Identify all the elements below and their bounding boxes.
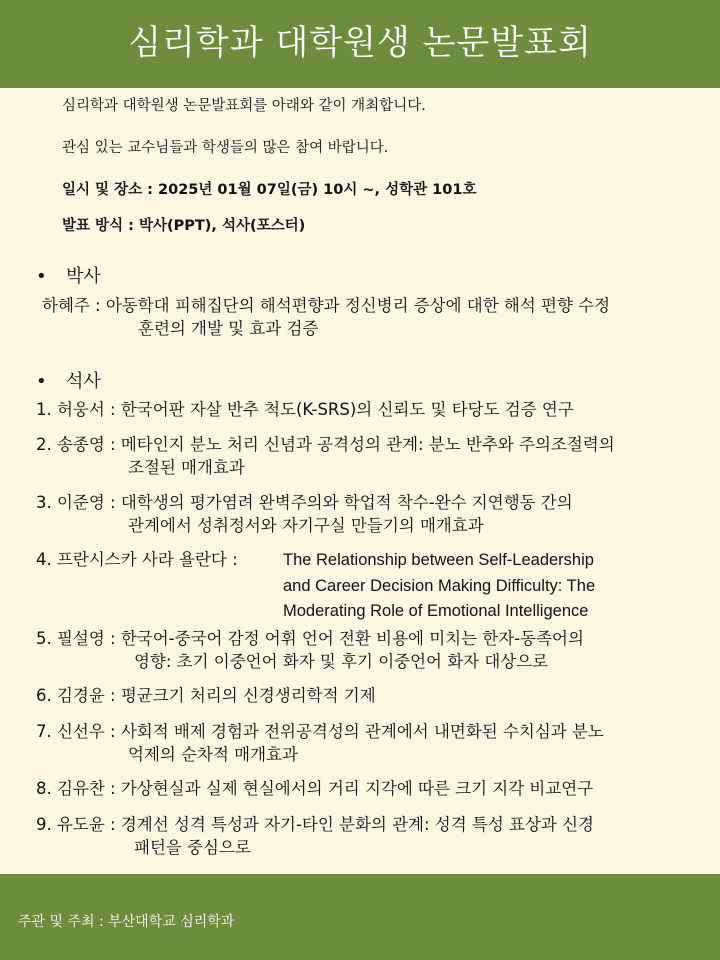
page-title: 심리학과 대학원생 논문발표회	[128, 22, 592, 63]
entry-line-1: 3. 이준영 : 대학생의 평가염려 완벽주의와 학업적 착수-완수 지연행동 간의	[36, 493, 573, 512]
entry-line-1: 1. 허웅서 : 한국어판 자살 반추 척도(K-SRS)의 신뢰도 및 타당도 검증 연구	[36, 400, 574, 419]
intro-line-1: 심리학과 대학원생 논문발표회를 아래와 같이 개최합니다.	[62, 98, 426, 114]
doctoral-entry-line-2: 훈련의 개발 및 효과 검증	[138, 319, 319, 338]
masters-entry-2	[36, 433, 615, 479]
masters-entry-8	[36, 777, 593, 800]
entry-line-2: 패턴을 중심으로	[134, 838, 251, 857]
entry-line-1: 4. 프란시스카 사라 욜란다 :	[36, 550, 238, 569]
doctoral-entry-line-1: 하혜주 : 아동학대 피해집단의 해석편향과 정신병리 증상에 대한 해석 편향 수정	[42, 296, 611, 315]
organizer-text: 주관 및 주최 : 부산대학교 심리학과	[18, 914, 235, 930]
masters-entry-4-title	[283, 548, 595, 625]
masters-entry-5	[36, 627, 584, 673]
doctoral-entry	[42, 294, 610, 340]
entry-english-line-1: The Relationship between Self-Leadership	[283, 551, 594, 569]
entry-english-line-2: and Career Decision Making Difficulty: The	[283, 576, 596, 595]
masters-entry-1	[36, 398, 574, 421]
header-banner	[0, 0, 720, 88]
entry-line-2: 영향: 초기 이중언어 화자 및 후기 이중언어 화자 대상으로	[134, 652, 549, 671]
masters-heading	[36, 367, 101, 393]
entry-line-2: 관계에서 성취정서와 자기구실 만들기의 매개효과	[128, 516, 484, 535]
bullet-icon: •	[36, 266, 47, 287]
intro-line-2: 관심 있는 교수님들과 학생들의 많은 참여 바랍니다.	[62, 140, 389, 156]
entry-english-line-3: Moderating Role of Emotional Intelligence	[283, 602, 589, 620]
masters-heading-label: 석사	[66, 371, 101, 392]
format-line: 발표 방식 : 박사(PPT), 석사(포스터)	[62, 218, 306, 234]
bullet-icon: •	[36, 371, 47, 392]
entry-line-1: 2. 송종영 : 메타인지 분노 처리 신념과 공격성의 관계: 분노 반추와 주의조절력의	[36, 435, 615, 454]
schedule-line: 일시 및 장소 : 2025년 01월 07일(금) 10시 ~, 성학관 101호	[62, 182, 477, 198]
entry-line-1: 5. 필설영 : 한국어-중국어 감정 어휘 언어 전환 비용에 미치는 한자-동족어의	[36, 629, 584, 648]
entry-line-1: 7. 신선우 : 사회적 배제 경험과 전위공격성의 관계에서 내면화된 수치심과 분노	[36, 722, 604, 741]
entry-line-2: 조절된 매개효과	[128, 458, 245, 477]
entry-line-1: 8. 김유찬 : 가상현실과 실제 현실에서의 거리 지각에 따른 크기 지각 비교연구	[36, 779, 594, 798]
entry-line-1: 6. 김경윤 : 평균크기 처리의 신경생리학적 기제	[36, 686, 376, 705]
masters-entry-9	[36, 813, 594, 859]
doctoral-heading	[36, 262, 101, 288]
doctoral-heading-label: 박사	[66, 266, 101, 287]
entry-line-2: 억제의 순차적 매개효과	[128, 745, 298, 764]
entry-line-1: 9. 유도윤 : 경계선 성격 특성과 자기-타인 분화의 관계: 성격 특성 표상과 신경	[36, 815, 594, 834]
masters-entry-4	[36, 548, 238, 571]
masters-entry-6	[36, 684, 376, 707]
masters-entry-3	[36, 491, 573, 537]
footer-banner	[0, 874, 720, 960]
masters-entry-7	[36, 720, 604, 766]
